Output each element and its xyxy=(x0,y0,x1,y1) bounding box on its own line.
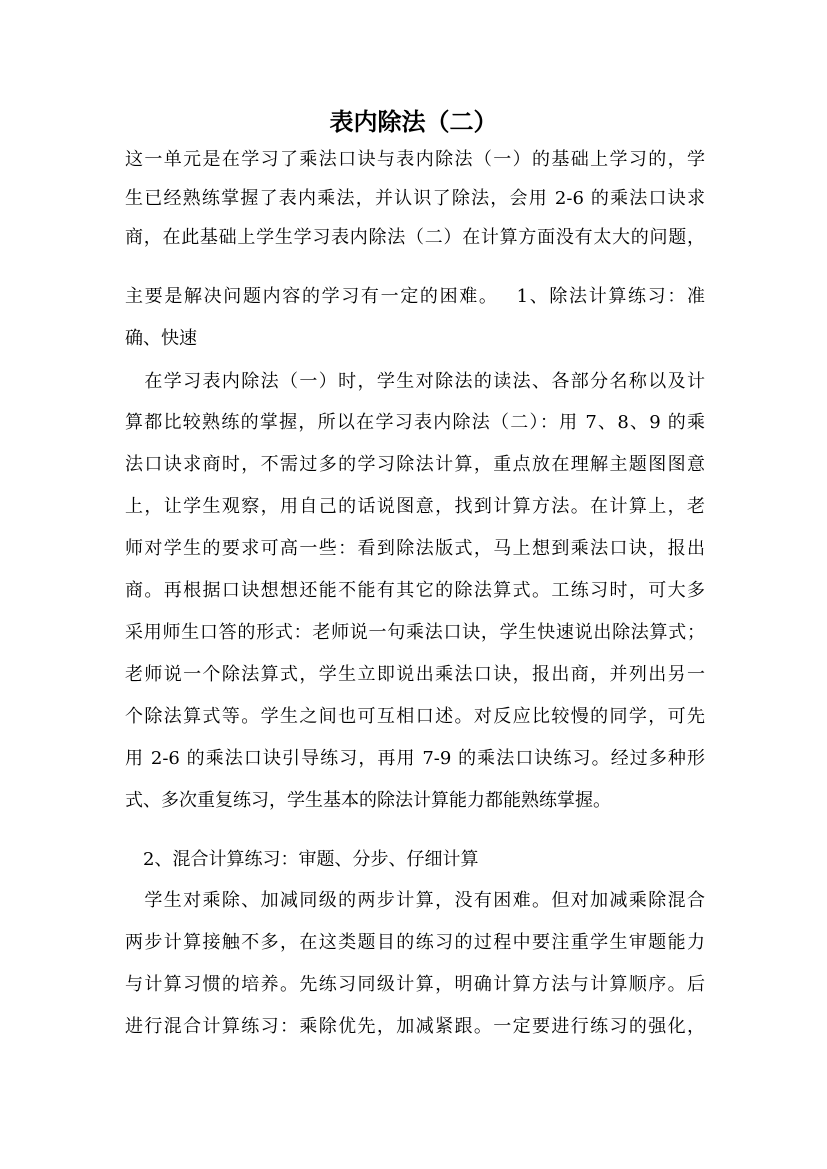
paragraph-line: 师对学生的要求可高一些：看到除法版式，马上想到乘法口诀，报出 xyxy=(125,538,705,559)
paragraph-line: 采用师生口答的形式：老师说一句乘法口诀，学生快速说出除法算式； xyxy=(125,622,705,643)
paragraph-line: 老师说一个除法算式，学生立即说出乘法口诀，报出商，并列出另一 xyxy=(125,664,705,685)
paragraph-line: 确、快速 xyxy=(125,328,197,349)
paragraph-line: 两步计算接触不多，在这类题目的练习的过程中要注重学生审题能力 xyxy=(125,932,705,953)
paragraph-line: 这一单元是在学习了乘法口诀与表内除法（一）的基础上学习的，学 xyxy=(125,149,705,170)
section-heading: 2、混合计算练习：审题、分步、仔细计算 xyxy=(125,849,479,870)
paragraph-line: 用 2-6 的乘法口诀引导练习，再用 7-9 的乘法口诀练习。经过多种形 xyxy=(125,748,705,769)
paragraph-line: 与计算习惯的培养。先练习同级计算，明确计算方法与计算顺序。后 xyxy=(125,974,705,995)
paragraph-line: 法口诀求商时，不需过多的学习除法计算，重点放在理解主题图图意 xyxy=(125,454,705,475)
paragraph-line: 上，让学生观察，用自己的话说图意，找到计算方法。在计算上，老 xyxy=(125,496,705,517)
paragraph-line: 主要是解决问题内容的学习有一定的困难。 1、除法计算练习：准 xyxy=(125,286,705,307)
paragraph-line: 在学习表内除法（一）时，学生对除法的读法、各部分名称以及计 xyxy=(125,371,705,392)
paragraph-line: 商，在此基础上学生学习表内除法（二）在计算方面没有太大的问题， xyxy=(125,227,705,248)
paragraph-line: 算都比较熟练的掌握，所以在学习表内除法（二）：用 7、8、9 的乘 xyxy=(125,412,705,433)
paragraph-line: 商。再根据口诀想想还能不能有其它的除法算式。工练习时，可大多 xyxy=(125,580,705,601)
paragraph-line: 进行混合计算练习：乘除优先，加减紧跟。一定要进行练习的强化， xyxy=(125,1016,705,1037)
paragraph-line: 学生对乘除、加减同级的两步计算，没有困难。但对加减乘除混合 xyxy=(125,890,705,911)
paragraph-line: 式、多次重复练习，学生基本的除法计算能力都能熟练掌握。 xyxy=(125,790,611,811)
paragraph-line: 个除法算式等。学生之间也可互相口述。对反应比较慢的同学，可先 xyxy=(125,706,705,727)
paragraph-line: 生已经熟练掌握了表内乘法，并认识了除法，会用 2-6 的乘法口诀求 xyxy=(125,188,705,209)
document-title: 表内除法（二） xyxy=(329,107,498,136)
